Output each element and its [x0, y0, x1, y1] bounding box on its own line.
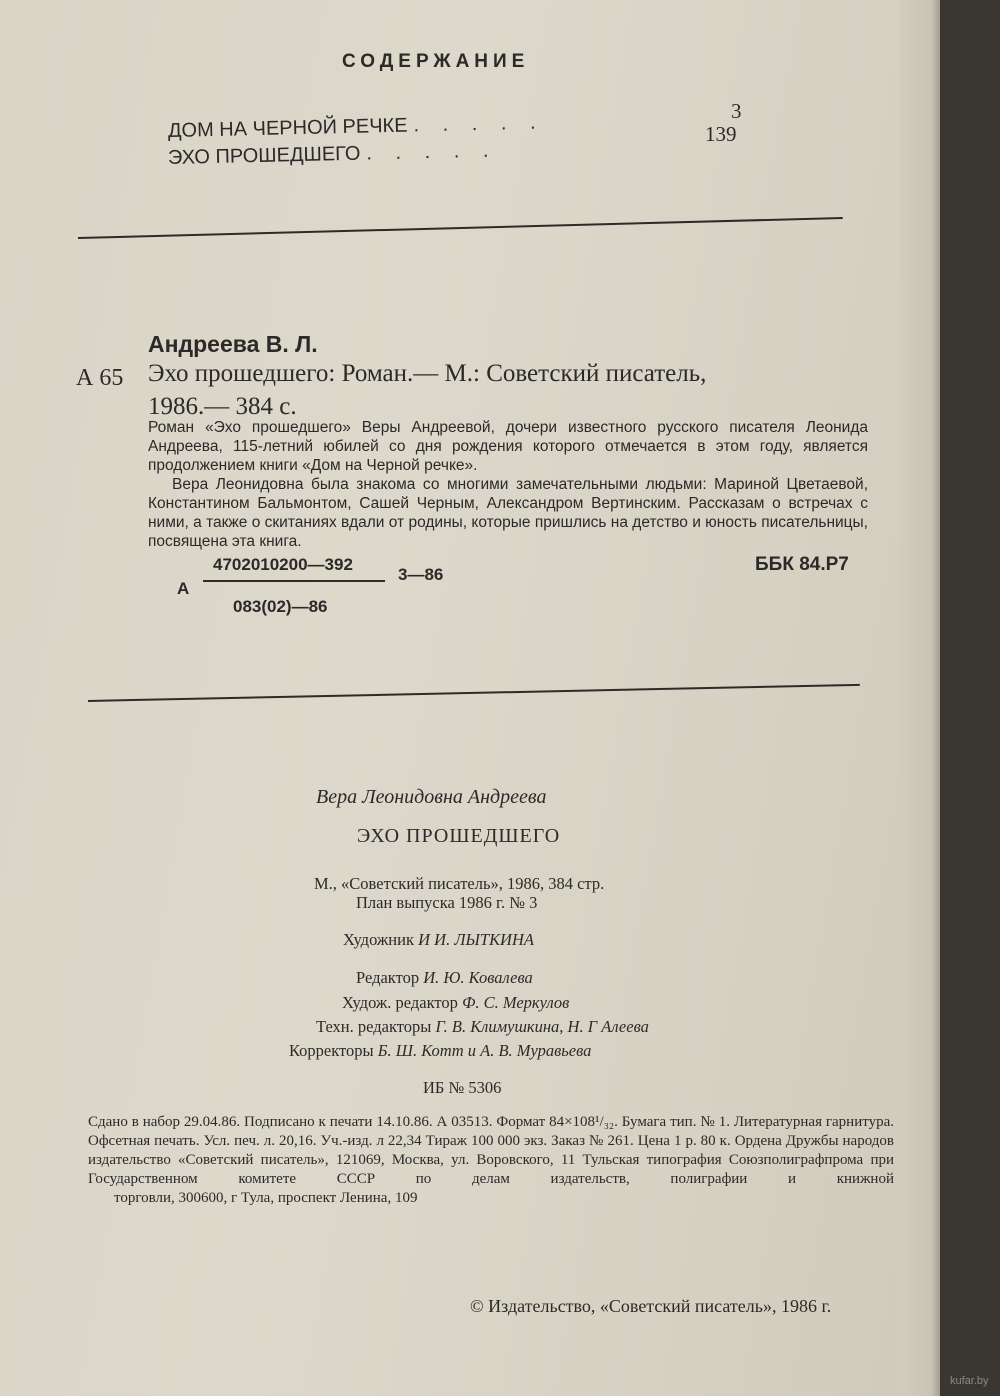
imprint-editor-label: Редактор [356, 968, 420, 987]
isbn-denominator: 083(02)—86 [233, 597, 328, 616]
card-author: Андреева В. Л. [148, 331, 318, 357]
toc-item-dots: . . . . . [413, 111, 545, 137]
imprint-proofreaders [289, 1043, 591, 1060]
imprint-proofreaders-names: Б. Ш. Котт и А. В. Муравьева [377, 1041, 592, 1060]
isbn-suffix: 3—86 [398, 565, 444, 584]
imprint-proofreaders-label: Корректоры [289, 1041, 374, 1060]
card-annotation-p2: Вера Леонидовна была знакома со многими замечательными людьми: Мариной Цветаевой, Константином Бальмонтом, Сашей Черным, Александром Вертинским. Рассказам о встречах с ними, а также о скитаниях вдали от родины, которые пришлись на детство и юность писательницы, посвящена эта книга. [148, 476, 868, 550]
card-annotation-p1: Роман «Эхо прошедшего» Веры Андреевой, дочери известного русского писателя Леонида Андреева, 115-летний юбилей со дня рождения которого отмечается в этом году, является продолжением книги «Дом на Черной речке». [148, 419, 868, 474]
imprint-tech-editors [316, 1019, 649, 1036]
imprint-title: ЭХО ПРОШЕДШЕГО [357, 825, 561, 847]
card-annotation [148, 418, 868, 551]
imprint-technical-main: Сдано в набор 29.04.86. Подписано к печати 14.10.86. А 03513. Формат 84×108¹/₃₂. Бумага тип. № 1. Литературная гарнитура. Офсетная печать. Усл. печ. л. 20,16. Уч.-изд. л 22,34 Тираж 100 000 экз. Заказ № 261. Цена 1 р. 80 к. Ордена Дружбы народов издательство «Советский писатель», 121069, Москва, ул. Воровского, 11 Тульская типография Союзполиграфпрома при Государственном комитете СССР по делам издательств, полиграфии и книжной [88, 1114, 894, 1187]
toc-item-page: 3 [731, 99, 742, 123]
imprint-technical [88, 1113, 894, 1208]
imprint-ib-number: ИБ № 5306 [423, 1078, 502, 1097]
imprint-publisher: М., «Советский писатель», 1986, 384 стр. [314, 874, 605, 893]
imprint-art-editor [342, 995, 569, 1012]
card-bib-line2: 1986.— 384 с. [148, 392, 297, 420]
page-edge [900, 0, 940, 1396]
imprint-art-editor-label: Худож. редактор [342, 993, 458, 1012]
isbn-fraction-line [203, 580, 385, 582]
card-bibliographic [148, 358, 868, 423]
toc-item-page: 139 [705, 122, 737, 146]
imprint-art-editor-name: Ф. С. Меркулов [462, 993, 570, 1012]
copyright: © Издательство, «Советский писатель», 1986 г. [470, 1296, 832, 1316]
imprint-plan: План выпуска 1986 г. № 3 [356, 893, 538, 912]
toc-item-title: ДОМ НА ЧЕРНОЙ РЕЧКЕ [167, 114, 408, 142]
contents-title: СОДЕРЖАНИЕ [342, 51, 530, 72]
divider-line [88, 684, 860, 702]
imprint-artist-label: Художник [343, 930, 414, 949]
imprint-author: Вера Леонидовна Андреева [316, 786, 547, 808]
imprint-editor-name: И. Ю. Ковалева [423, 968, 533, 987]
imprint-tech-editors-names: Г. В. Климушкина, Н. Г Алеева [435, 1017, 649, 1036]
card-bib-line1: Эхо прошедшего: Роман.— М.: Советский писатель, [148, 360, 707, 387]
toc-item-dots: . . . . . [366, 139, 498, 165]
bbk-code: ББК 84.Р7 [755, 554, 849, 575]
imprint-editor [356, 970, 533, 987]
toc-item-title: ЭХО ПРОШЕДШЕГО [167, 142, 361, 169]
isbn-letter: А [177, 579, 190, 598]
toc-item [168, 140, 498, 170]
toc-item [168, 111, 545, 143]
imprint-artist [343, 932, 534, 949]
watermark: kufar.by [950, 1375, 989, 1387]
imprint-artist-name: И И. ЛЫТКИНА [418, 930, 534, 949]
divider-line [78, 217, 843, 239]
isbn-numerator: 4702010200—392 [213, 555, 353, 574]
imprint-tech-editors-label: Техн. редакторы [316, 1017, 432, 1036]
card-index-code: А 65 [76, 365, 124, 391]
imprint-technical-last: торговли, 300600, г Тула, проспект Ленина, 109 [114, 1190, 418, 1206]
